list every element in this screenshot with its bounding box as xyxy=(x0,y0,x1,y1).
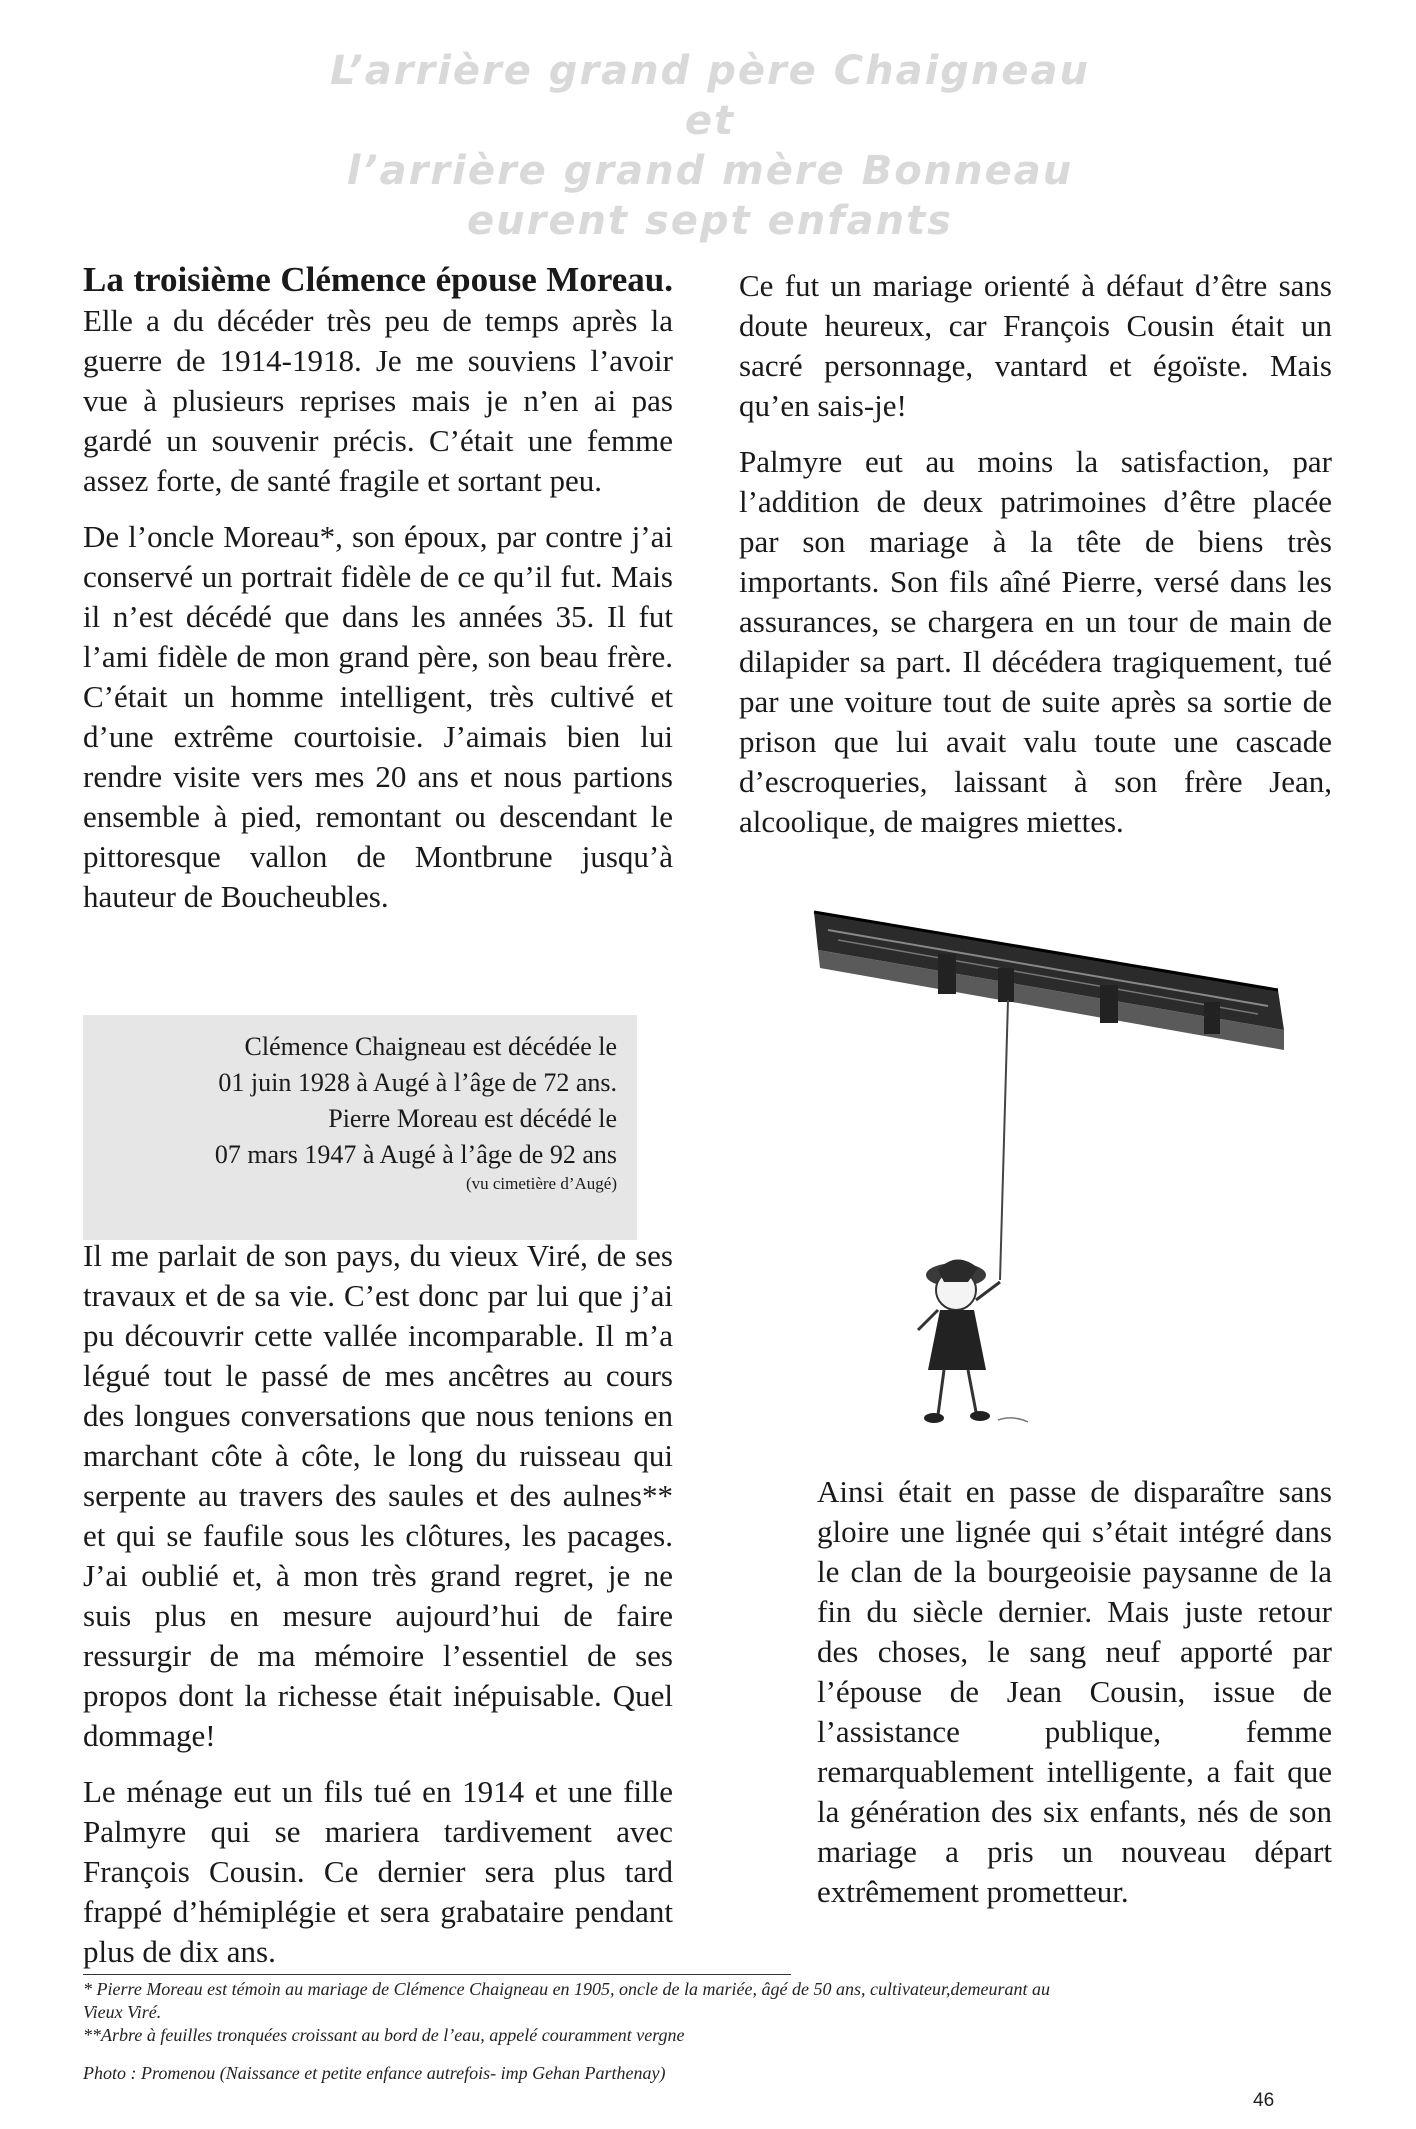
paragraph-text: Elle a du décéder très peu de temps après la guerre de 1914-1918. Je me souviens l’avoir vue à plusieurs reprises mais je n’en ai pas gardé un souvenir précis. C’était une femme assez forte, de santé fragile et sortant peu. xyxy=(83,303,673,498)
right-column-bottom xyxy=(817,1472,1332,1928)
left-column-top xyxy=(83,260,673,933)
footnote-divider xyxy=(83,1974,791,1975)
death-info-box xyxy=(83,1015,637,1240)
photo-credit: Photo : Promenou (Naissance et petite enfance autrefois- imp Gehan Parthenay) xyxy=(83,2063,666,2083)
child-drawing xyxy=(918,1259,1028,1423)
box-line: Clémence Chaigneau est décédée le xyxy=(244,1032,617,1061)
paragraph: De l’oncle Moreau*, son époux, par contre j’ai conservé un portrait fidèle de ce qu’il fut. Mais il n’est décédé que dans les années 35. Il fut l’ami fidèle de mon grand père, son beau frère. C’était un homme intelligent, très cultivé et d’une extrême courtoisie. J’aimais bien lui rendre visite vers mes 20 ans et nous partions ensemble à pied, remontant ou descendant le pittoresque vallon de Montbrune jusqu’à hauteur de Boucheubles. xyxy=(83,519,673,914)
paragraph: Il me parlait de son pays, du vieux Viré, de ses travaux et de sa vie. C’est donc par lui que j’ai pu découvrir cette vallée incomparable. Il m’a légué tout le passé de mes ancêtres au cours des longues conversations que nous tenions en marchant côte à côte, le long du ruisseau qui serpente au travers des saules et des aulnes** et qui se faufile sous les clôtures, les pacages. J’ai oublié et, à mon très grand regret, je ne suis plus en mesure aujourd’hui de faire ressurgir de ma mémoire l’essentiel de ses propos dont la richesse était inépuisable. Quel dommage! xyxy=(83,1238,673,1753)
paragraph: Ce fut un mariage orienté à défaut d’être sans doute heureux, car François Cousin était un sacré personnage, vantard et égoïste. Mais qu’en sais-je! xyxy=(739,268,1332,423)
footnote-2: **Arbre à feuilles tronquées croissant au bord de l’eau, appelé couramment vergne xyxy=(83,2025,685,2045)
box-line: Pierre Moreau est décédé le xyxy=(328,1104,617,1133)
title-line-2: et xyxy=(684,98,736,144)
page-number: 46 xyxy=(1253,2090,1275,2111)
paragraph: Palmyre eut au moins la satisfaction, par l’addition de deux patrimoines d’être placée par son mariage à la tête de biens très importants. Son fils aîné Pierre, versé dans les assurances, se chargera en un tour de main de dilapider sa part. Il décédera tragiquement, tué par une voiture tout de suite après sa sortie de prison que lui avait valu toute une cascade d’escroqueries, laissant à son frère Jean, alcoolique, de maigres miettes. xyxy=(739,444,1332,839)
paragraph: Le ménage eut un fils tué en 1914 et une fille Palmyre qui se mariera tardivement avec François Cousin. Ce dernier sera plus tard frappé d’hémiplégie et sera grabataire pendant plus de dix ans. xyxy=(83,1774,673,1969)
paragraph xyxy=(83,260,673,501)
box-note: (vu cimetière d’Augé) xyxy=(465,1174,617,1193)
page-title xyxy=(260,46,1160,246)
left-column-bottom xyxy=(83,1236,673,1988)
title-line-1: L’arrière grand père Chaigneau xyxy=(330,48,1090,94)
box-line: 07 mars 1947 à Augé à l’âge de 92 ans xyxy=(214,1140,617,1169)
beam-drawing xyxy=(814,912,1284,1050)
right-column-top xyxy=(739,266,1332,858)
title-line-3: l’arrière grand mère Bonneau xyxy=(346,148,1074,194)
title-line-4: eurent sept enfants xyxy=(466,198,953,244)
footnote-1: * Pierre Moreau est témoin au mariage de Clémence Chaigneau en 1905, oncle de la mariée, âgé de 50 ans, cultivateur,demeurant au Vieux Viré. xyxy=(83,1979,1050,2022)
lead-heading: La troisième Clémence épouse Moreau. xyxy=(83,260,673,299)
footnotes xyxy=(83,1978,1083,2047)
paragraph: Ainsi était en passe de disparaître sans gloire une lignée qui s’était intégré dans le clan de la bourgeoisie paysanne de la fin du siècle dernier. Mais juste retour des choses, le sang neuf apporté par l’épouse de Jean Cousin, issue de l’assistance publique, femme remarquablement intelligente, a fait que la génération des six enfants, nés de son mariage a pris un nouveau départ extrêmement prometteur. xyxy=(817,1474,1332,1909)
child-swing-illustration xyxy=(808,890,1288,1465)
box-line: 01 juin 1928 à Augé à l’âge de 72 ans. xyxy=(218,1068,617,1097)
